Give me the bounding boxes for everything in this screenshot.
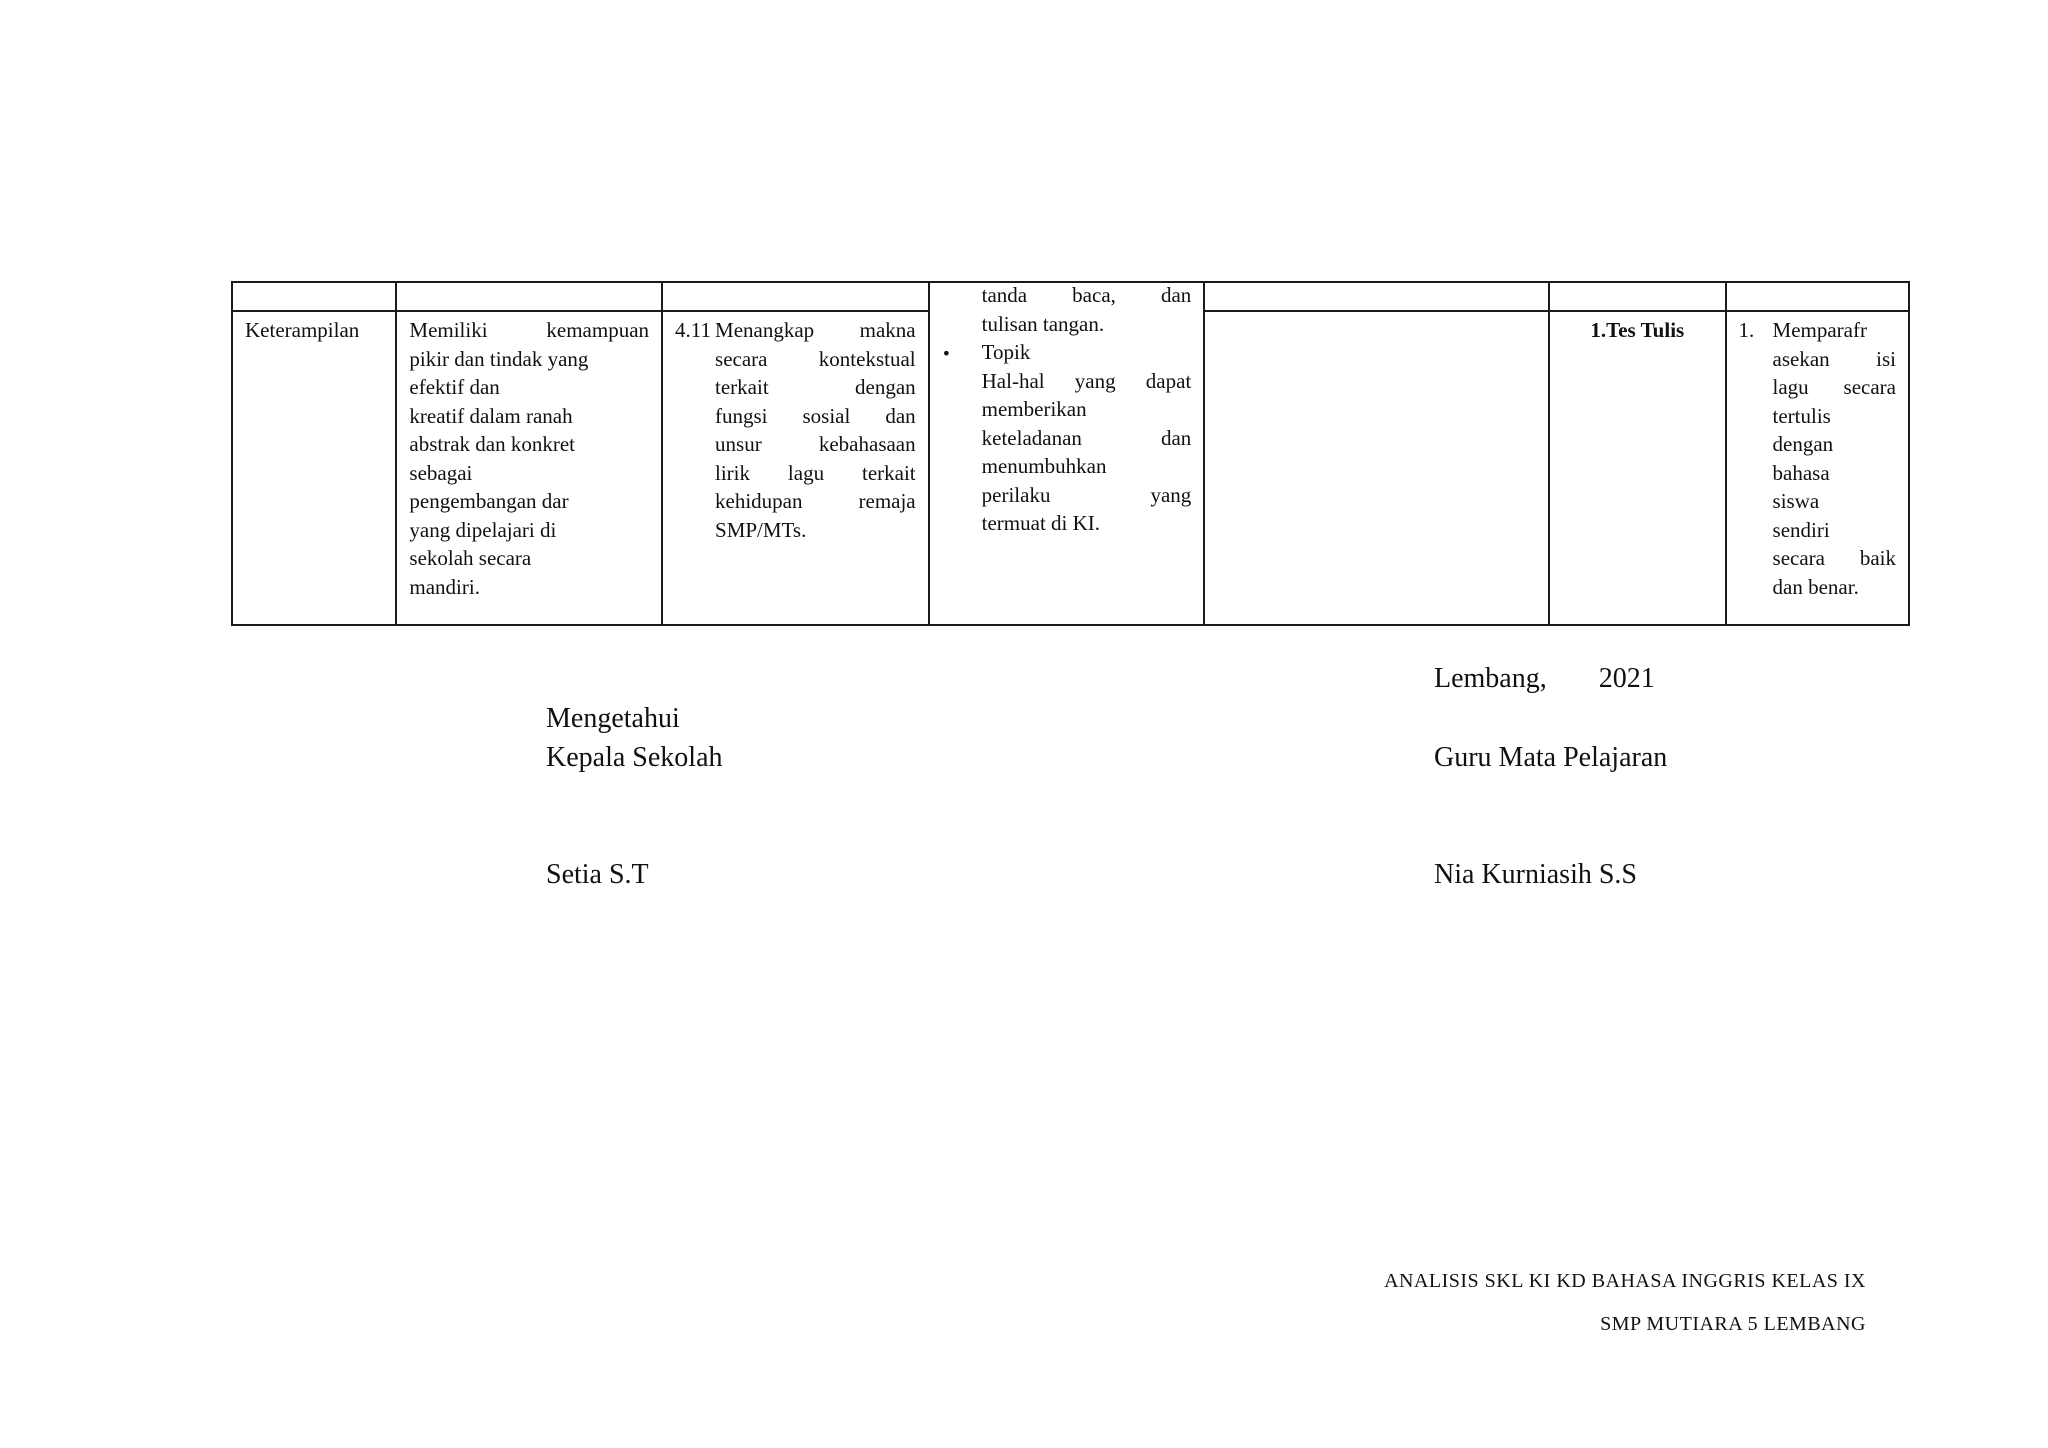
ki-line: pengembangan dar: [409, 489, 569, 513]
ki-line: yang dipelajari di: [409, 517, 557, 542]
materi-line: keteladanan dan: [981, 425, 1192, 450]
materi-line: memberikan: [981, 397, 1087, 421]
footer-line2: SMP MUTIARA 5 LEMBANG: [1600, 1313, 1866, 1335]
materi-line: menumbuhkan: [981, 454, 1107, 478]
ki-line: sekolah secara: [409, 546, 532, 570]
instrumen-line: Memparafr: [1772, 318, 1867, 342]
materi-line: Hal-hal yang dapat: [981, 368, 1192, 393]
kd-line: secara kontekstual: [715, 346, 916, 371]
table-cell-penilaian: [1549, 311, 1725, 625]
materi-line: termuat di KI.: [981, 511, 1101, 535]
ki-line: mandiri.: [409, 574, 480, 599]
table-cell-empty: [1204, 311, 1549, 625]
table-cell: [1549, 282, 1725, 311]
kd-line: lirik lagu terkait: [715, 460, 916, 485]
kd-line: terkait dengan: [715, 375, 916, 399]
table-cell: [396, 282, 662, 311]
kd-line: fungsi sosial dan: [715, 403, 916, 428]
kd-line: SMP/MTs.: [715, 517, 807, 542]
footer-line1: ANALISIS SKL KI KD BAHASA INGGRIS KELAS IX: [1384, 1270, 1866, 1292]
materi-line: perilaku yang: [981, 482, 1192, 507]
instrumen-line: tertulis: [1772, 403, 1831, 428]
instrumen-line: siswa: [1772, 489, 1820, 513]
table-cell-ki: [396, 311, 662, 625]
signature-left-line1: Mengetahui: [546, 703, 680, 734]
kd-line: kehidupan remaja: [715, 489, 916, 513]
instrumen-number: 1.: [1738, 318, 1755, 342]
instrumen-line: dengan: [1772, 432, 1834, 456]
ki-line: kreatif dalam ranah: [409, 403, 573, 428]
ki-line: efektif dan: [409, 375, 500, 399]
table-cell: [1204, 282, 1549, 311]
table-cell: [232, 282, 396, 311]
kd-line: Menangkap makna: [715, 318, 916, 342]
table-row-top: [232, 282, 1909, 311]
year-text: 2021: [1598, 663, 1655, 694]
signature-right-name: Nia Kurniasih S.S: [1434, 859, 1637, 890]
signature-left-line2: Kepala Sekolah: [546, 742, 723, 773]
table-cell: [662, 282, 929, 311]
place-date: [1434, 660, 1655, 698]
instrumen-line: asekan isi: [1772, 346, 1896, 371]
materi-line: tulisan tangan.: [981, 311, 1105, 336]
kompetensi-label: Keterampilan: [245, 318, 360, 342]
ki-line: sebagai: [409, 460, 473, 485]
instrumen-line: sendiri: [1772, 517, 1830, 542]
analysis-table: [231, 281, 1910, 626]
signature-right-line1: Guru Mata Pelajaran: [1434, 742, 1668, 773]
table-cell-instrumen: [1726, 311, 1909, 625]
kd-line: unsur kebahasaan: [715, 432, 916, 456]
instrumen-line: bahasa: [1772, 460, 1830, 485]
penilaian-text: 1.Tes Tulis: [1590, 318, 1685, 342]
ki-line: Memiliki kemampuan: [409, 318, 650, 342]
bullet-icon: •: [941, 344, 952, 363]
ki-line: abstrak dan konkret: [409, 432, 576, 456]
table-cell-kd: [662, 311, 929, 625]
signature-left-name: Setia S.T: [546, 859, 649, 890]
table-cell-kompetensi: [232, 311, 396, 625]
kd-number: 4.11: [675, 318, 711, 342]
table-cell: [1726, 282, 1909, 311]
instrumen-line: dan benar.: [1772, 574, 1859, 599]
place-date-text: Lembang,: [1434, 663, 1547, 694]
table-cell-materi: [929, 282, 1205, 625]
instrumen-line: lagu secara: [1772, 375, 1896, 399]
materi-continuation: tanda baca, dan: [981, 283, 1192, 307]
instrumen-line: secara baik: [1772, 546, 1896, 570]
ki-line: pikir dan tindak yang: [409, 346, 589, 371]
materi-bullet-title: Topik: [981, 340, 1031, 364]
